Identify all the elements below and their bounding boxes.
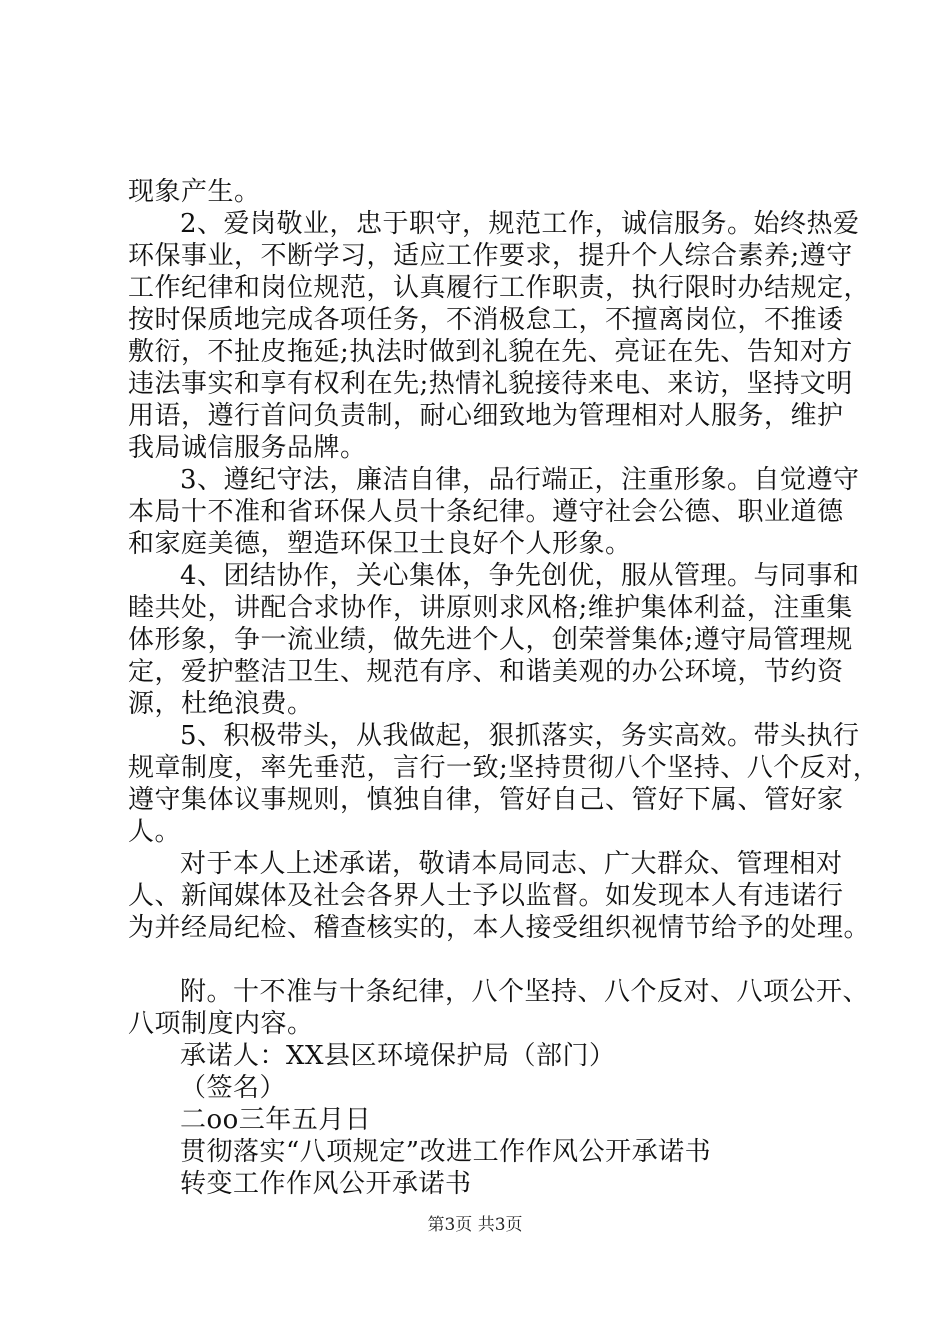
text-line: 人。 <box>128 817 182 847</box>
text-line: 敷衍，不扯皮拖延;执法时做到礼貌在先、亮证在先、告知对方 <box>128 337 853 367</box>
text-line: 和家庭美德，塑造环保卫士良好个人形象。 <box>128 529 632 559</box>
text-line: 附。十不准与十条纪律，八个坚持、八个反对、八项公开、 <box>180 977 870 1007</box>
text-line: 体形象，争一流业绩，做先进个人，创荣誉集体;遵守局管理规 <box>128 625 853 655</box>
text-line: 现象产生。 <box>128 177 261 207</box>
text-line: 源，杜绝浪费。 <box>128 689 314 719</box>
text-line: 对于本人上述承诺，敬请本局同志、广大群众、管理相对 <box>180 849 843 879</box>
text-line: 按时保质地完成各项任务，不消极怠工，不擅离岗位，不推诿 <box>128 305 844 335</box>
text-line: 定，爱护整洁卫生、规范有序、和谐美观的办公环境，节约资 <box>128 657 844 687</box>
text-line: 4、团结协作，关心集体，争先创优，服从管理。与同事和 <box>180 561 860 591</box>
text-line: 环保事业，不断学习，适应工作要求，提升个人综合素养;遵守 <box>128 241 853 271</box>
text-line: 睦共处，讲配合求协作，讲原则求风格;维护集体利益，注重集 <box>128 593 853 623</box>
page-footer: 第3页 共3页 <box>427 1215 523 1235</box>
text-line: 我局诚信服务品牌。 <box>128 433 367 463</box>
text-line: 本局十不准和省环保人员十条纪律。遵守社会公德、职业道德 <box>128 497 844 527</box>
signer-line: 承诺人：XX县区环境保护局（部门） <box>180 1041 616 1071</box>
heading-line: 贯彻落实“八项规定”改进工作作风公开承诺书 <box>180 1137 712 1167</box>
text-line: 遵守集体议事规则，慎独自律，管好自己、管好下属、管好家 <box>128 785 844 815</box>
text-line: 2、爱岗敬业，忠于职守，规范工作，诚信服务。始终热爱 <box>180 209 860 239</box>
text-line: 为并经局纪检、稽查核实的，本人接受组织视情节给予的处理。 <box>128 913 871 943</box>
text-line: 人、新闻媒体及社会各界人士予以监督。如发现本人有违诺行 <box>128 881 844 911</box>
signature-line: （签名） <box>180 1073 287 1103</box>
text-line: 八项制度内容。 <box>128 1009 314 1039</box>
text-line: 用语，遵行首问负责制，耐心细致地为管理相对人服务，维护 <box>128 401 844 431</box>
text-line: 工作纪律和岗位规范，认真履行工作职责，执行限时办结规定， <box>128 273 871 303</box>
text-line: 5、积极带头，从我做起，狠抓落实，务实高效。带头执行 <box>180 721 860 751</box>
text-line: 规章制度，率先垂范，言行一致;坚持贯彻八个坚持、八个反对， <box>128 753 880 783</box>
date-line: 二oo三年五月日 <box>180 1105 372 1135</box>
text-line: 3、遵纪守法，廉洁自律，品行端正，注重形象。自觉遵守 <box>180 465 860 495</box>
text-line: 违法事实和享有权利在先;热情礼貌接待来电、来访，坚持文明 <box>128 369 853 399</box>
heading-line: 转变工作作风公开承诺书 <box>180 1169 472 1199</box>
